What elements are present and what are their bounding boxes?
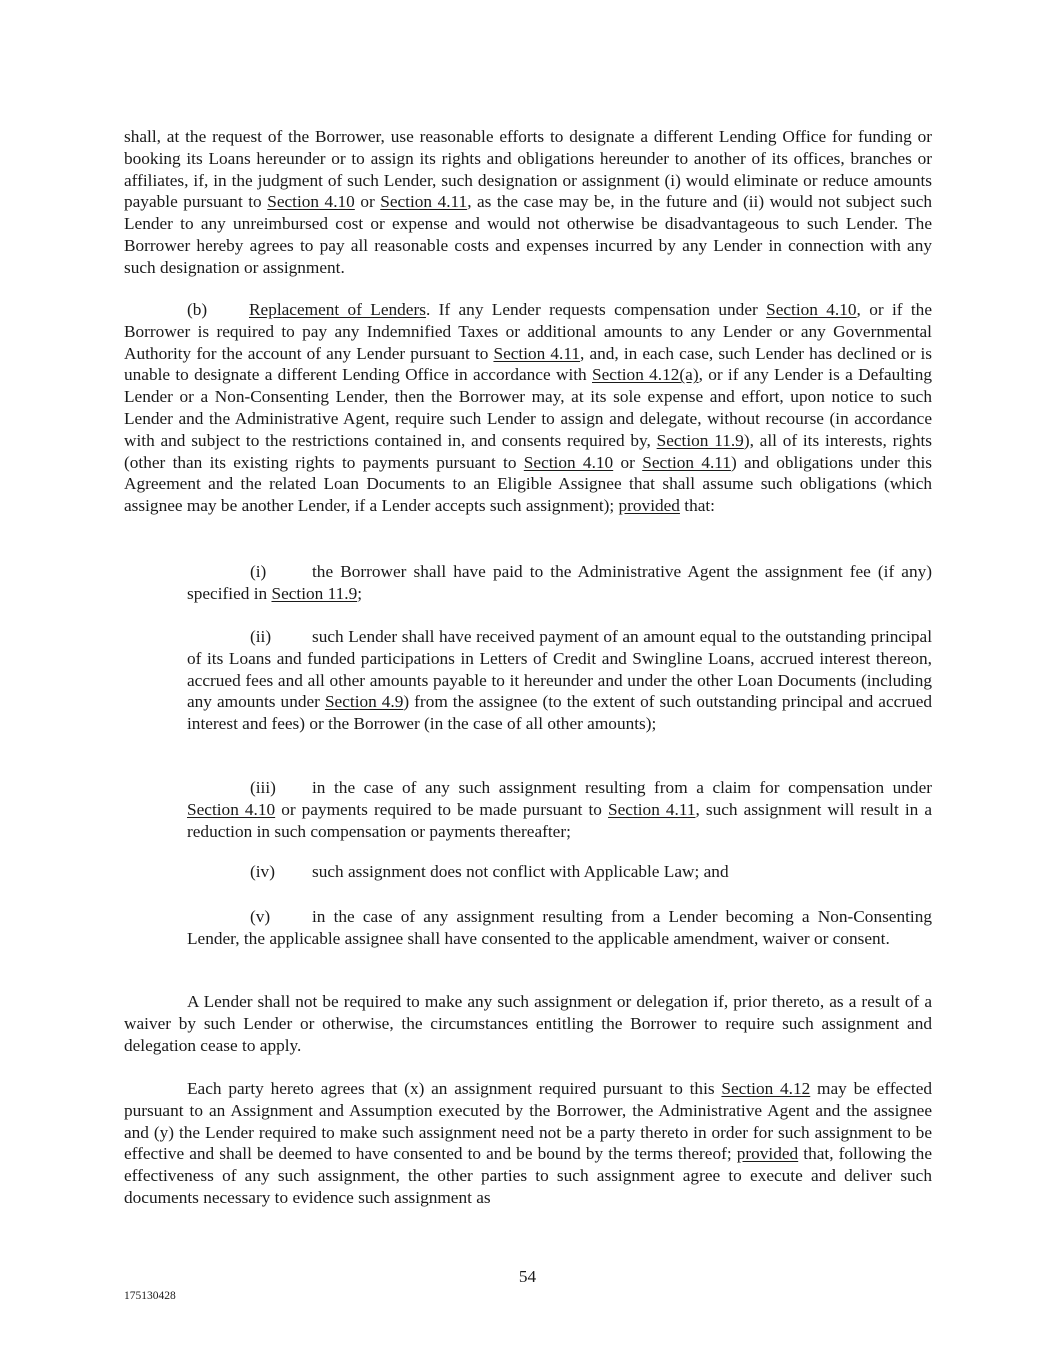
text-run: or <box>613 452 643 472</box>
text-run: that, following the effectiveness of any such assignment, the other parties to such assignment agree to execute and deliver such documents necessary to evidence such assignment as <box>124 1144 932 1207</box>
clause-label: (ii) <box>250 627 272 646</box>
text-run: such Lender shall have received payment of an amount equal to the outstanding principal of its Loans and funded participations in Letters of Credit and Swingline Loans, accrued interest thereon, accrued fees and all other amounts payable to it hereunder and under the other Loan Documents (including any amounts under <box>187 627 932 712</box>
text-run: , or if the Borrower is required to pay any Indemnified Taxes or additional amounts to any Lender or any Governmental Authority for the account of any Lender pursuant to <box>124 300 932 363</box>
section-reference: Section 11.9 <box>656 430 744 450</box>
clause-label: (iv) <box>250 862 275 881</box>
paragraph-each-party <box>124 1078 932 1209</box>
provided-term: provided <box>736 1144 799 1164</box>
section-reference: Section 4.10 <box>267 192 355 212</box>
text-run: or payments required to be made pursuant to <box>275 799 608 819</box>
text-run: ) and obligations under this Agreement and the related Loan Documents to an Eligible Assignee that shall assume such obligations (which assignee may be another Lender, if a Lender accepts such assignment); <box>124 452 932 516</box>
clause-iii <box>187 777 932 842</box>
section-reference: Section 4.12(a) <box>592 365 699 385</box>
section-heading: Replacement of Lenders <box>249 300 426 319</box>
text-run: , or if any Lender is a Defaulting Lender or a Non-Consenting Lender, then the Borrower may, at its sole expense and effort, upon notice to such Lender and the Administrative Agent, require such Lender to assign and delegate, without recourse (in accordance with and subject to the restrictions contained in, and consents required by, <box>124 365 933 450</box>
text-run: . If any Lender requests compensation under <box>425 300 767 319</box>
document-id: 175130428 <box>124 1290 176 1302</box>
paragraph-a-continued <box>124 126 932 279</box>
section-reference: Section 4.11 <box>380 192 468 212</box>
text-run: , such assignment will result in a reduction in such compensation or payments thereafter; <box>187 799 932 841</box>
clause-label: (iii) <box>250 778 276 797</box>
text-run: that: <box>679 496 715 516</box>
text-run: or <box>354 192 381 212</box>
text-run: ), all of its interests, rights (other than its existing rights to payments pursuant to <box>124 430 932 472</box>
text-run: in the case of any such assignment resulting from a claim for compensation under <box>312 778 932 797</box>
page-number: 54 <box>518 1267 537 1286</box>
clause-iv <box>187 861 932 883</box>
section-reference: Section 11.9 <box>271 583 358 603</box>
text-run: may be effected pursuant to an Assignment and Assumption executed by the Borrower, the Administrative Agent and the assignee and (y) the Lender required to make such assignment need not be a party thereto in order for such assignment to be effective and shall be deemed to have consented to and be bound by the terms thereof; <box>124 1079 932 1164</box>
section-reference: Section 4.10 <box>766 300 857 319</box>
clause-v <box>187 906 932 950</box>
clause-label: (i) <box>250 562 267 581</box>
section-reference: Section 4.11 <box>642 452 731 472</box>
text-run: , as the case may be, in the future and (ii) would not subject such Lender to any unreimbursed cost or expense and would not otherwise be disadvantageous to such Lender. The Borrower hereby agrees to pay all reasonable costs and expenses incurred by any Lender in connection with any such designation or assignment. <box>124 192 933 277</box>
text-run: A Lender shall not be required to make any such assignment or delegation if, prior thereto, as a result of a waiver by such Lender or otherwise, the circumstances entitling the Borrower to require such assignment and delegation cease to apply. <box>124 992 932 1055</box>
section-reference: Section 4.10 <box>523 452 614 472</box>
clause-ii <box>187 626 932 735</box>
text-run: ) from the assignee (to the extent of such outstanding principal and accrued interest and fees) or the Borrower (in the case of all other amounts); <box>187 692 933 734</box>
section-reference: Section 4.10 <box>187 799 276 819</box>
section-reference: Section 4.9 <box>324 692 404 712</box>
text-run: the Borrower shall have paid to the Administrative Agent the assignment fee (if any) specified in <box>187 562 932 603</box>
paragraph-b-replacement-of-lenders <box>124 299 932 517</box>
clause-i <box>187 561 932 605</box>
section-reference: Section 4.12 <box>721 1079 811 1098</box>
provided-term: provided <box>618 496 680 516</box>
section-reference: Section 4.11 <box>493 343 581 363</box>
clause-label: (v) <box>250 907 271 926</box>
text-run: , and, in each case, such Lender has declined or is unable to designate a different Lending Office in accordance with <box>124 343 932 385</box>
section-reference: Section 4.11 <box>608 799 696 819</box>
paragraph-label: (b) <box>187 300 208 319</box>
paragraph-lender-not-required <box>124 991 932 1056</box>
text-run: shall, at the request of the Borrower, use reasonable efforts to designate a different Lending Office for funding or booking its Loans hereunder or to assign its rights and obligations hereunder to another of its offices, branches or affiliates, if, in the judgment of such Lender, such designation or assignment (i) would eliminate or reduce amounts payable pursuant to <box>124 127 932 212</box>
text-run: such assignment does not conflict with Applicable Law; and <box>312 862 729 881</box>
text-run: Each party hereto agrees that (x) an assignment required pursuant to this <box>187 1079 722 1098</box>
text-run: ; <box>357 583 363 603</box>
text-run: in the case of any assignment resulting from a Lender becoming a Non-Consenting Lender, the applicable assignee shall have consented to the applicable amendment, waiver or consent. <box>187 907 932 948</box>
